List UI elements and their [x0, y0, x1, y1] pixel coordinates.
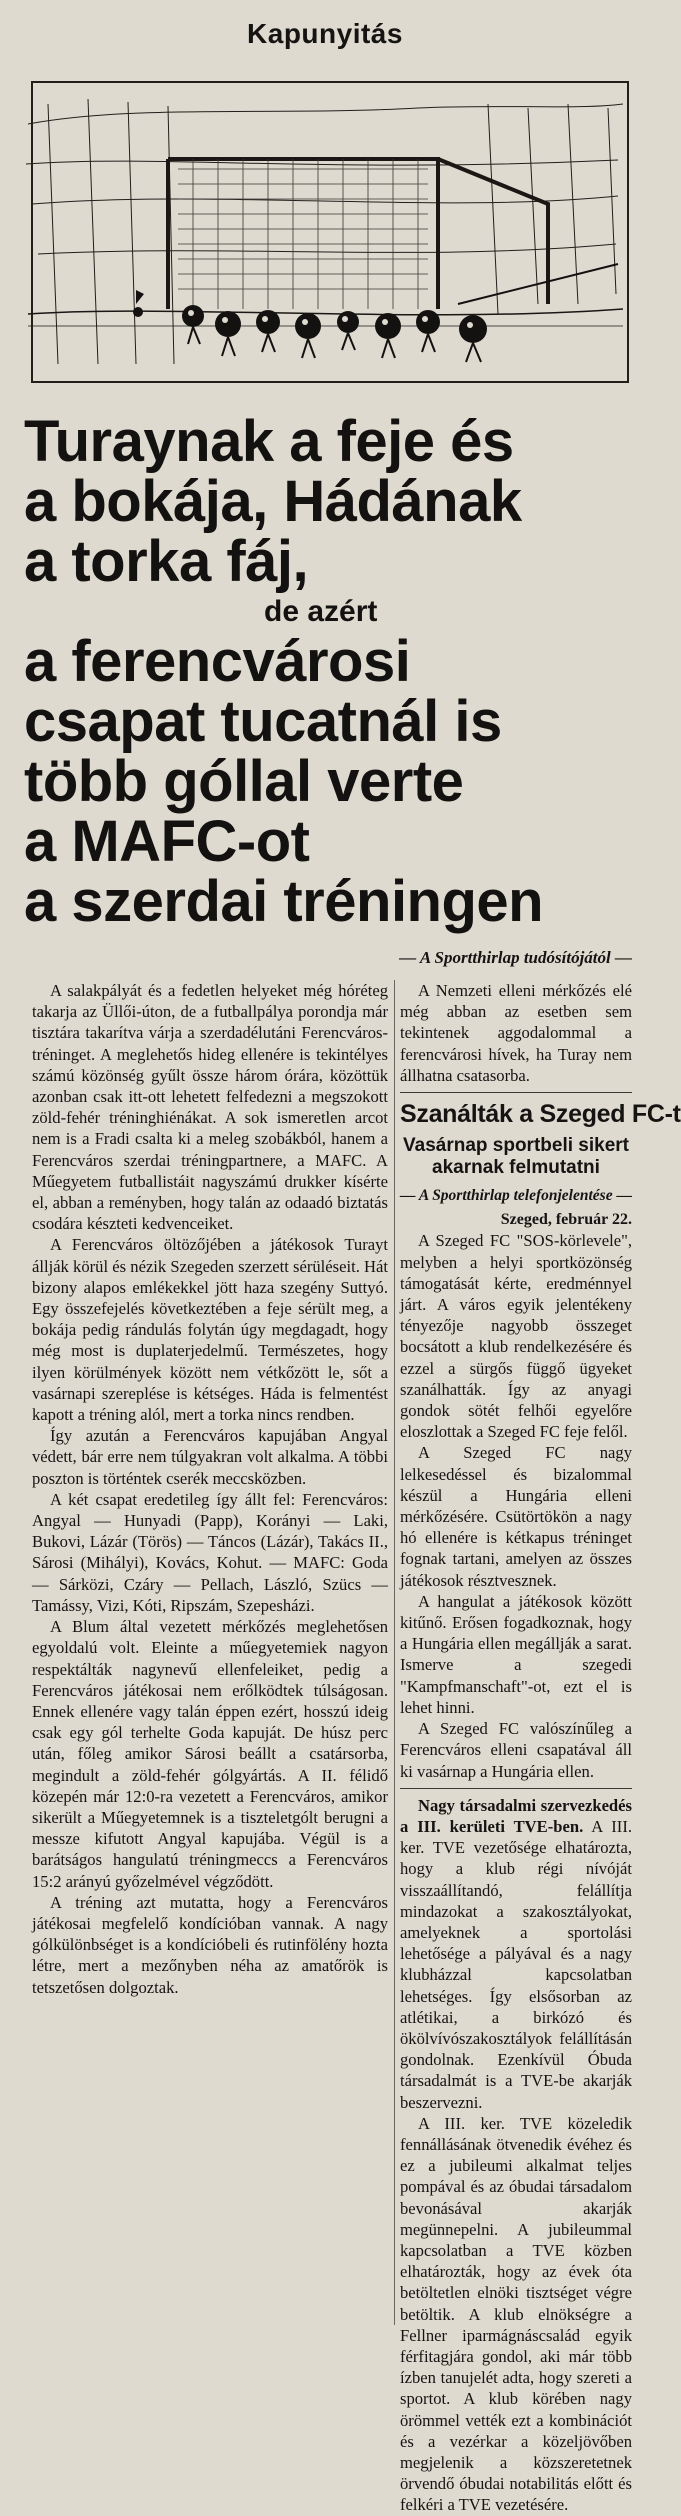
- side-article-byline: — A Sportthirlap telefonjelentése —: [400, 1187, 632, 1205]
- side-article-paragraph: A Szeged FC "SOS-körlevele", melyben a helyi sportközönség támogatását kérte, eredménnyel járt. A város egyik jelentékeny tényezője nagyobb összeget bocsátott a klub rendelkezésére és ezzel a sürgős függő ügyeket szanálhatták. Így az anyagi gondok sötét felhői egyelőre eloszlottak a Szeged FC feje felől.: [400, 1231, 632, 1442]
- article-paragraph: A Blum által vezetett mérkőzés meglehetősen egyoldalú volt. Eleinte a műegyetemiek nagyon respektálták nagynevű ellenfeleiket, pedig a Ferencváros játékosai nem erőlködtek túlságosan. Ennek ellenére vagy talán éppen ezért, hosszú ideig csak egy gól terhelte Goda kapuját. De húsz perc után, főleg amikor Sárosi beállt a csatársorba, megindult a zöld-fehér gólgyártás. A II. félidő közepén már 12:0-ra vezetett a Ferencváros, amikor sikerült a Műegyetemnek is a tiszteletgólt berugni a messze kifutott Angyal kapujába. Végül is a barátságos hangulatú tréningmeccs a Ferencváros 15:2 arányú győzelmével végződött.: [32, 1617, 388, 1891]
- side-article-subtitle: Vasárnap sportbeli sikert akarnak felmutatni: [403, 1135, 629, 1179]
- side-article-paragraph: A Szeged FC nagy lelkesedéssel és bizalommal készül a Hungária elleni mérkőzésére. Csütörtökön a nagy hó ellenére is kétkapus tréninget fognak tartani, amelyen az összes játékosok résztvesznek.: [400, 1443, 632, 1590]
- article-column-right: [400, 980, 681, 2515]
- article-paragraph: A salakpályát és a fedetlen helyeket még hóréteg takarja az Üllői-úton, de a futballpálya porondja már tisztára takarítva várja a szerdadélutáni Ferencváros-tréninget. A meglehetős hideg ellenére is tekintélyes számú közönség gyűlt össze három órára, közöttük azonban csak itt-ott lehetett felfedezni a megszokott zöld-fehér tréninghiénákat. A sok ismeretlen arcot nem is a Fradi csalta ki a meleg szobákból, hanem a Ferencváros szerdai tréningpartnere, a MAFC. A Műegyetem futballistáit nagyszámú drukker kísérte el, abban a reményben, hogy talán az odaadó biztatás csodára készteti kedvenceiket.: [32, 981, 388, 1234]
- column-divider: [394, 980, 395, 2325]
- tve-article-paragraph: A III. ker. TVE közeledik fennállásának ötvenedik évéhez és ez a jubileumi alkalmat teljes pompával és az óbudai társadalom bevonásával akarják megünnepelni. A jubileummal kapcsolatban a TVE közben elhatározták, hogy az évek óta betöltetlen elnöki tisztséget végre betöltik. A klub elnökségre a Fellner iparmágnáscsalád egyik férfitagjára gondol, aki már több ízben tanujelét adta, hogy szereti a sportot. A klub körében nagy örömmel vették ezt a kombinációt és a vezérkar a közeljövőben megjelenik a közszeretetnek örvendő óbudai notabilitás előtt és felkéri a TVE vezetésére.: [400, 2113, 632, 2515]
- section-rule: [400, 1788, 632, 1789]
- article-byline: — A Sportthirlap tudósítójától —: [399, 948, 632, 967]
- headline-line-4: a ferencvárosi: [24, 629, 411, 694]
- article-paragraph: A tréning azt mutatta, hogy a Ferencváros játékosai megfelelő kondícióban vannak. A nagy gólkülönbséget is a kondícióbeli és rutinfölény hozta létre, mert a mezőnyben néha az amatőrök is tetszetősen dolgoztak.: [32, 1892, 388, 1997]
- tve-article-first-text: A III. ker. TVE vezetősége elhatározta, hogy a klub régi nívóját visszaállítandó, felállítja mindazokat a szakosztályokat, amelyeknek a sportolási lehetősége a pályával és a nagy klubházzal kapcsolatban lehetséges. Így elsősorban az atlétikai, a birkózó és ökölvívószakosztályok felállításán gondolnak. Ezenkívül Óbuda társadalmát is a TVE-be akarják beszervezni.: [400, 1816, 632, 2112]
- side-article-title: Szanálták a Szeged FC-t: [400, 1100, 681, 1129]
- headline-line-3: a torka fáj,: [24, 529, 309, 594]
- tve-article-first: [400, 1795, 632, 2113]
- headline-connector: de azért: [264, 595, 378, 628]
- side-article-paragraph: A Szeged FC valószínűleg a Ferencváros elleni csapatával áll ki vasárnap a Hungária ellen.: [400, 1719, 632, 1781]
- headline-line-5: csapat tucatnál is: [24, 689, 502, 754]
- column-title: Kapunyitás: [247, 18, 403, 49]
- side-article-paragraph: A hangulat a játékosok között kitűnő. Erősen fogadkoznak, hogy a Hungária ellen megállják a sarat. Ismerve a szegedi "Kampfmanschaft"-ot, ezt el is lehet hinni.: [400, 1591, 632, 1717]
- section-rule: [400, 1092, 632, 1093]
- article-paragraph: Így azután a Ferencváros kapujában Angyal védett, bár erre nem túlgyakran volt alkalma. A többi poszton is történtek cserék meccsközben.: [32, 1426, 388, 1488]
- headline-line-2: a bokája, Hádának: [24, 469, 522, 534]
- tve-article-lead: Nagy társadalmi szervezkedés a III. kerületi TVE-ben.: [400, 1795, 632, 1836]
- article-paragraph: A Ferencváros öltözőjében a játékosok Turayt állják körül és nézik Szegeden szerzett sérüléseit. Hát bizony alapos emlékekkel jött haza szegény Suttyó. Egy összefejelés következtében a feje sérült meg, a bokája pedig rándulás folytán úgy megdagadt, hogy még most is duplaterjedelmű. Természetes, hogy ilyen körülmények között nem vétkőzött le, sőt a vasárnapi szereplése is kétséges. Háda is felmentést kapott a tréning alól, mert a torka nincs rendben.: [32, 1235, 388, 1425]
- article-paragraph: A Nemzeti elleni mérkőzés elé még abban az esetben sem tekintenek aggodalommal a ferencvárosi hívek, ha Turay nem állhatna csatasorba.: [400, 981, 632, 1085]
- headline-line-1: Turaynak a feje és: [24, 409, 514, 474]
- article-column-left: [32, 980, 388, 2325]
- headline-line-8: a szerdai tréningen: [24, 869, 544, 934]
- headline-line-6: több góllal verte: [24, 749, 464, 814]
- article-paragraph: A két csapat eredetileg így állt fel: Ferencváros: Angyal — Hunyadi (Papp), Korányi — Laki, Bukovi, Lázár (Törös) — Táncos (Lázár), Takács II., Sárosi (Mihályi), Kovács, Kohut. — MAFC: Goda — Sárközi, Czáry — Pellach, László, Szücs — Tamássy, Vizi, Kóti, Ripszám, Szepesházi.: [32, 1489, 388, 1615]
- headline-line-7: a MAFC-ot: [24, 809, 310, 874]
- side-article-dateline: Szeged, február 22.: [500, 1211, 632, 1229]
- main-headline: [24, 409, 634, 934]
- cartoon-illustration: [18, 64, 630, 394]
